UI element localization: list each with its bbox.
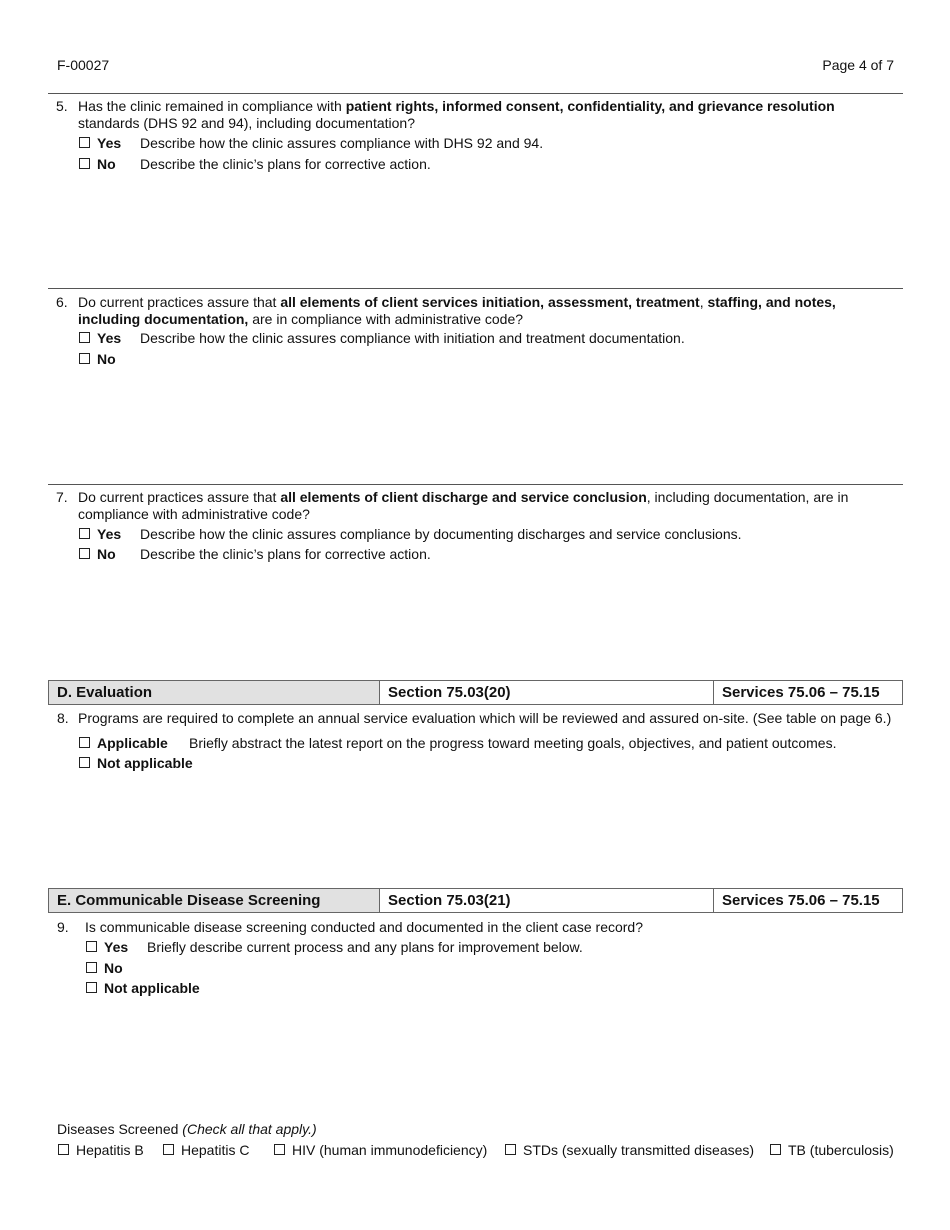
q9-no-checkbox[interactable] xyxy=(86,962,97,973)
disease-label-hepatitis-c: Hepatitis C xyxy=(181,1142,250,1158)
question-text: Do current practices assure that all elements of client discharge and service conclusion, including documentation, are in compliance with administrative code? xyxy=(78,489,849,522)
question-number: 7. xyxy=(56,489,68,505)
q9-yes-checkbox[interactable] xyxy=(86,941,97,952)
disease-label-stds: STDs (sexually transmitted diseases) xyxy=(523,1142,755,1158)
q7-yes-checkbox[interactable] xyxy=(79,528,90,539)
diseases-hint: (Check all that apply.) xyxy=(182,1121,317,1137)
q7-no-description: Describe the clinic’s plans for corrective action. xyxy=(140,546,431,562)
q5-no-label: No xyxy=(97,156,116,172)
q6-yes-description: Describe how the clinic assures compliance with initiation and treatment documentation. xyxy=(140,330,685,346)
section-d-header xyxy=(48,680,903,705)
section-reference: Section 75.03(20) xyxy=(380,681,714,704)
q7-yes-description: Describe how the clinic assures compliance by documenting discharges and service conclusions. xyxy=(140,526,742,542)
q8-applicable-label: Applicable xyxy=(97,735,168,751)
section-title: E. Communicable Disease Screening xyxy=(49,889,380,912)
question-5 xyxy=(56,98,856,132)
disease-checkbox-hiv[interactable] xyxy=(274,1144,285,1155)
q9-yes-description: Briefly describe current process and any plans for improvement below. xyxy=(147,939,583,955)
question-8-number: 8. xyxy=(57,710,69,726)
disease-checkbox-stds[interactable] xyxy=(505,1144,516,1155)
q5-no-description: Describe the clinic’s plans for corrective action. xyxy=(140,156,431,172)
services-reference: Services 75.06 – 75.15 xyxy=(722,892,880,909)
q7-no-checkbox[interactable] xyxy=(79,548,90,559)
q6-yes-label: Yes xyxy=(97,330,122,346)
q7-no-label: No xyxy=(97,546,116,562)
question-number: 5. xyxy=(56,98,68,114)
q8-applicable-description: Briefly abstract the latest report on the progress toward meeting goals, objectives, and patient outcomes. xyxy=(189,735,837,751)
q6-no-checkbox[interactable] xyxy=(79,353,90,364)
q9-yes-label: Yes xyxy=(104,939,129,955)
disease-checkbox-hepatitis-c[interactable] xyxy=(163,1144,174,1155)
q6-no-label: No xyxy=(97,351,116,367)
form-id: F-00027 xyxy=(57,57,110,73)
q5-yes-checkbox[interactable] xyxy=(79,137,90,148)
q9-not-applicable-label: Not applicable xyxy=(104,980,200,996)
q5-yes-description: Describe how the clinic assures compliance with DHS 92 and 94. xyxy=(140,135,544,151)
section-reference: Section 75.03(21) xyxy=(380,889,714,912)
disease-label-hiv: HIV (human immunodeficiency) xyxy=(292,1142,488,1158)
diseases-screened-label: Diseases Screened (Check all that apply.) xyxy=(57,1121,317,1137)
disease-label-tb: TB (tuberculosis) xyxy=(788,1142,894,1158)
question-7 xyxy=(56,489,856,523)
q8-not-applicable-label: Not applicable xyxy=(97,755,193,771)
divider xyxy=(48,93,903,94)
disease-checkbox-hepatitis-b[interactable] xyxy=(58,1144,69,1155)
question-text: Has the clinic remained in compliance with patient rights, informed consent, confidentiality, and grievance resolution standards (DHS 92 and 94), including documentation? xyxy=(78,98,835,131)
disease-label-hepatitis-b: Hepatitis B xyxy=(76,1142,144,1158)
question-9-text: Is communicable disease screening conducted and documented in the client case record? xyxy=(85,919,643,935)
q6-yes-checkbox[interactable] xyxy=(79,332,90,343)
question-text: Do current practices assure that all elements of client services initiation, assessment, treatment, staffing, and notes, including documentation, are in compliance with administrative code? xyxy=(78,294,836,327)
q9-no-label: No xyxy=(104,960,123,976)
question-number: 6. xyxy=(56,294,68,310)
services-reference: Services 75.06 – 75.15 xyxy=(722,684,880,701)
question-9-number: 9. xyxy=(57,919,69,935)
q8-not-applicable-checkbox[interactable] xyxy=(79,757,90,768)
section-e-header xyxy=(48,888,903,913)
section-title: D. Evaluation xyxy=(49,681,380,704)
question-8-text: Programs are required to complete an annual service evaluation which will be reviewed and assured on-site. (See table on page 6.) xyxy=(78,710,892,726)
q8-applicable-checkbox[interactable] xyxy=(79,737,90,748)
divider xyxy=(48,288,903,289)
disease-checkbox-tb[interactable] xyxy=(770,1144,781,1155)
divider xyxy=(48,484,903,485)
page-number: Page 4 of 7 xyxy=(822,57,894,73)
question-6 xyxy=(56,294,856,328)
q9-not-applicable-checkbox[interactable] xyxy=(86,982,97,993)
q7-yes-label: Yes xyxy=(97,526,122,542)
q5-yes-label: Yes xyxy=(97,135,122,151)
q5-no-checkbox[interactable] xyxy=(79,158,90,169)
